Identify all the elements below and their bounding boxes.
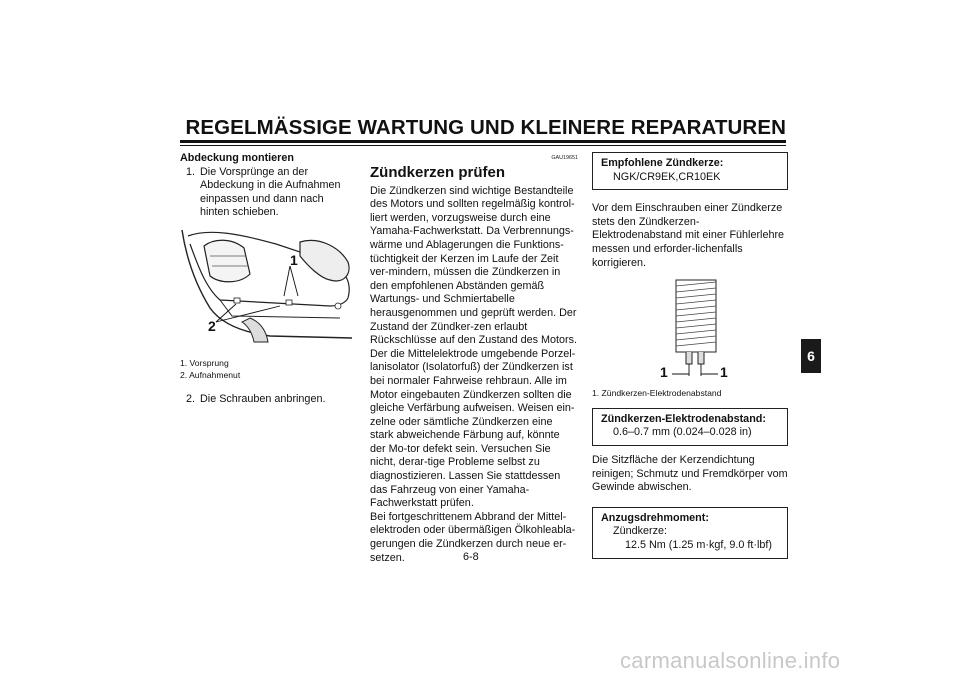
step-text: Die Vorsprünge an der Abdeckung in die Aufnahmen einpassen und dann nach hinten schieben. bbox=[200, 165, 341, 219]
step-2 bbox=[180, 393, 352, 407]
spec-subtitle: Zündkerze: bbox=[613, 525, 668, 538]
spec-box-torque bbox=[592, 507, 788, 559]
step-number: 2. bbox=[186, 393, 196, 406]
spec-title: Anzugsdrehmoment: bbox=[601, 511, 709, 524]
cover-illustration bbox=[180, 226, 352, 344]
spec-box-electrode-gap bbox=[592, 408, 788, 446]
title-rule-thin bbox=[180, 145, 786, 146]
section-heading-cover: Abdeckung montieren bbox=[180, 152, 294, 164]
chapter-tab: 6 bbox=[801, 339, 821, 373]
paragraph-3: Bei fortgeschrittenem Abbrand der Mittel-elektroden oder übermäßigen Ölkohleabla-gerungen die Zündkerzen durch neue er-setzen. bbox=[370, 510, 576, 564]
caption-item-2: 2. Aufnahmenut bbox=[180, 369, 241, 380]
paragraph-gap-check: Vor dem Einschrauben einer Zündkerze stets den Zündkerzen-Elektrodenabstand mit einer Fühlerlehre messen und erforder-lichenfalls korrigieren. bbox=[592, 202, 785, 269]
column-spark-plug-check bbox=[370, 152, 578, 565]
paragraph-2: Der die Mittelelektrode umgebende Porzel-lanisolator (Isolatorfuß) der Zündkerzen ist bei normaler Fahrweise rehbraun. Alle im Motor eingebauten Zündkerzen sollten die gleiche Verfärbung aufweisen. Weisen ein-zelne oder sämtliche Zündkerzen eine stark abweichende Färbung auf, könnte der Mo-tor defekt sein. Versuchen Sie nicht, derar-tige Probleme selbst zu diagnostizieren. Lassen Sie stattdessen das Fahrzeug von einer Yamaha-Fachwerkstatt prüfen. bbox=[370, 347, 576, 510]
step-text: Die Schrauben anbringen. bbox=[200, 393, 326, 406]
step-1 bbox=[180, 166, 352, 220]
caption-item-1: 1. Vorsprung bbox=[180, 357, 229, 368]
section-heading-spark-plugs: Zündkerzen prüfen bbox=[370, 163, 506, 181]
spec-title: Zündkerzen-Elektrodenabstand: bbox=[601, 412, 766, 425]
spec-title: Empfohlene Zündkerze: bbox=[601, 157, 724, 169]
figure-label-2: 2 bbox=[208, 317, 216, 334]
page-title: REGELMÄSSIGE WARTUNG UND KLEINERE REPARATUREN bbox=[185, 116, 786, 139]
figure-caption bbox=[180, 358, 352, 381]
step-number: 1. bbox=[186, 165, 196, 178]
column-cover-install bbox=[180, 152, 352, 407]
figure-label-1: 1 bbox=[290, 251, 298, 268]
paragraph-1: Die Zündkerzen sind wichtige Bestandteile des Motors und sollten regelmäßig kontrol-liert werden, vorzugsweise durch eine Yamaha-Fachwerkstatt. Da Verbrennungs-wärme und Ablagerungen die Funktions-tüchtigkeit der Kerzen im Laufe der Zeit ver-mindern, müssen die Zündkerzen in den empfohlenen Abständen gemäß Wartungs- und Schmiertabelle herausgenommen und geprüft werden. Der Zustand der Zündker-zen erlaubt Rückschlüsse auf den Zustand des Motors. bbox=[370, 184, 578, 347]
column-spark-plug-specs bbox=[592, 152, 788, 559]
spec-value: 0.6–0.7 mm (0.024–0.028 in) bbox=[613, 426, 752, 439]
spark-plug-gap-illustration bbox=[592, 276, 788, 384]
title-rule-thick bbox=[180, 140, 786, 143]
figure-caption-gap: 1. Zündkerzen-Elektrodenabstand bbox=[592, 388, 722, 399]
paragraph-clean-seat: Die Sitzfläche der Kerzendichtung reinigen; Schmutz und Fremdkörper vom Gewinde abwischen. bbox=[592, 453, 788, 494]
spec-box-recommended-plug bbox=[592, 152, 788, 190]
page-number: 6-8 bbox=[463, 551, 479, 563]
gap-label-right: 1 bbox=[720, 364, 728, 381]
spec-value: NGK/CR9EK,CR10EK bbox=[613, 170, 721, 183]
gap-label-left: 1 bbox=[660, 364, 668, 381]
spec-value: 12.5 Nm (1.25 m·kgf, 9.0 ft·lbf) bbox=[625, 538, 773, 551]
reference-code: GAU19651 bbox=[551, 155, 578, 161]
watermark: carmanualsonline.info bbox=[620, 648, 841, 673]
